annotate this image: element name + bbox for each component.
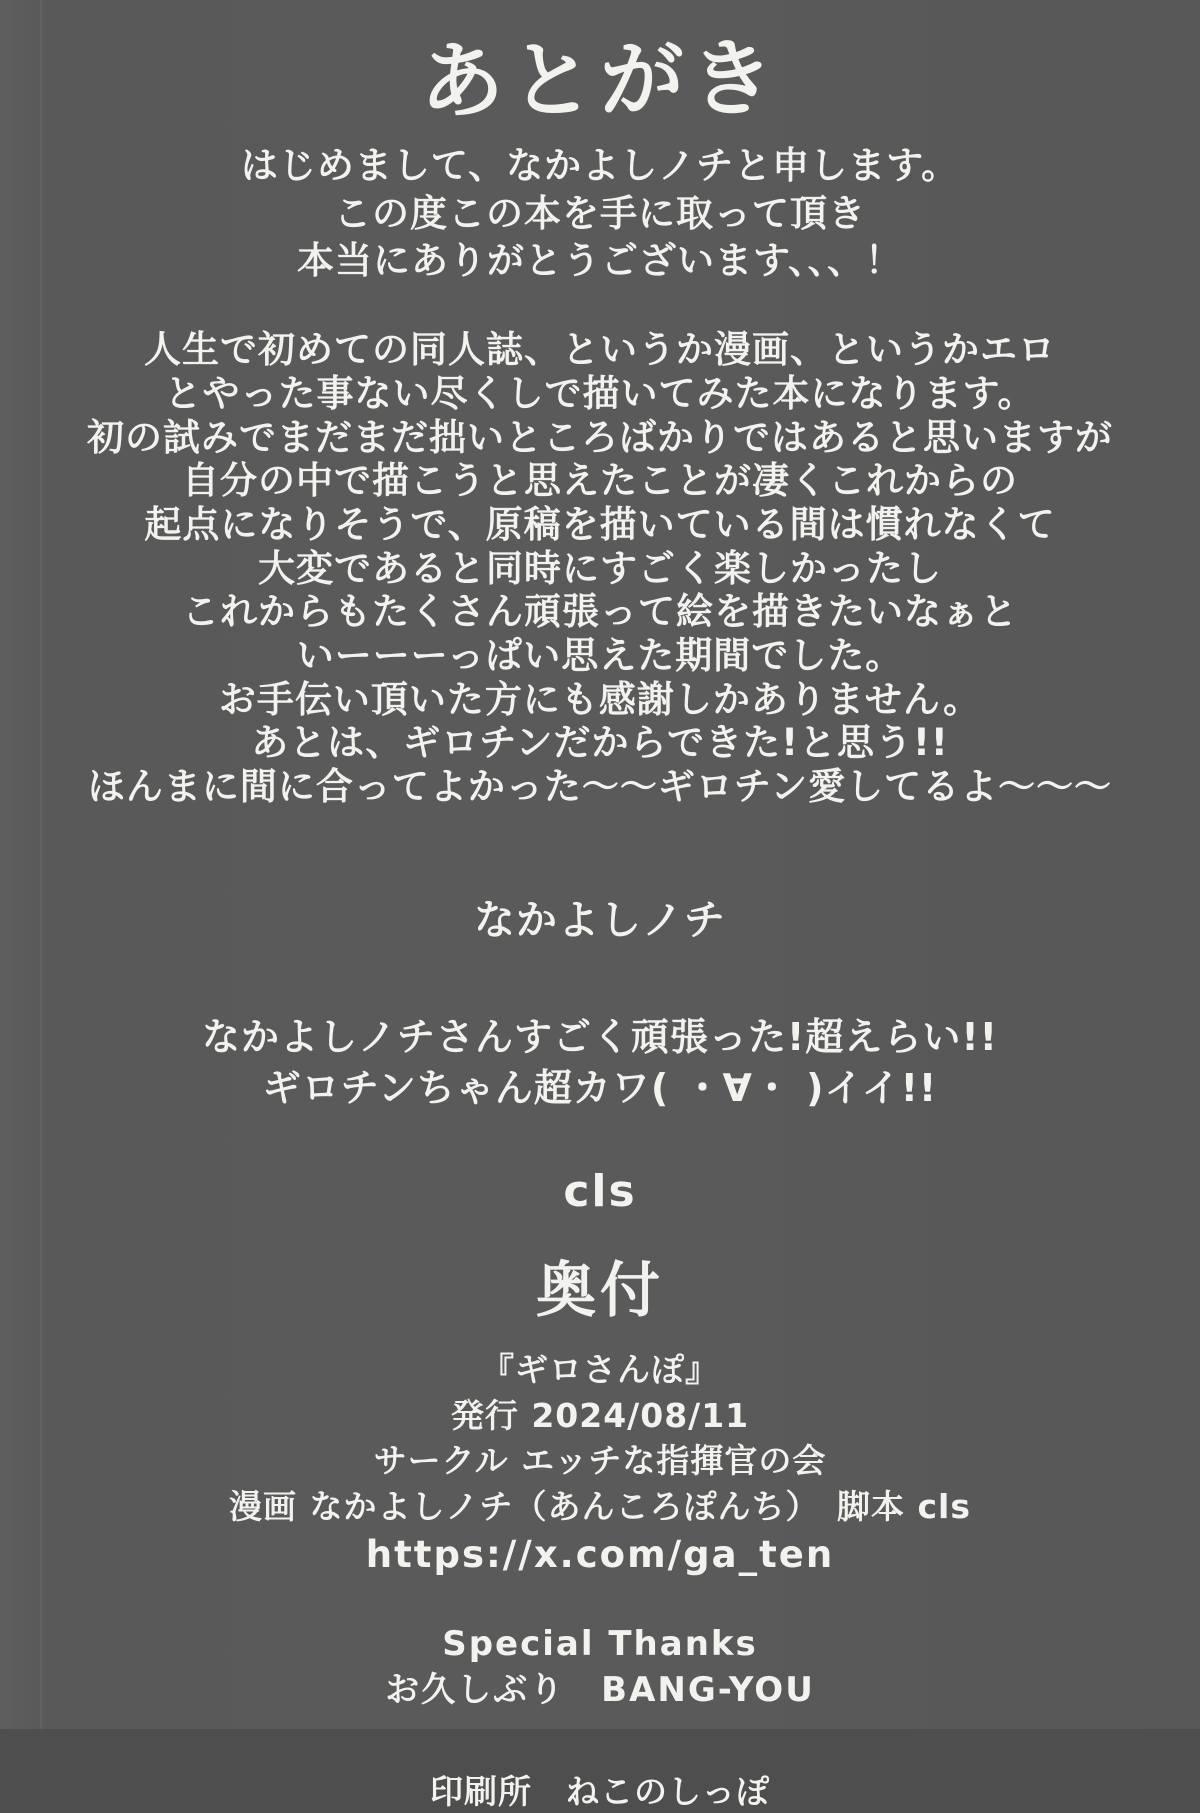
greeting-line: この度この本を手に取って頂き [334, 191, 866, 235]
book-title: 『ギロさんぽ』 [481, 1350, 719, 1390]
afterword-line: ほんまに間に合ってよかった～～ギロチン愛してるよ～～～ [87, 765, 1113, 809]
greeting-line: 本当にありがとうございます、、、！ [296, 239, 904, 283]
publish-date: 発行 2024/08/11 [450, 1395, 750, 1435]
afterword-body [87, 328, 1113, 808]
afterword-line: これからもたくさん頑張って絵を描きたいなぁと [182, 590, 1018, 634]
special-thanks-name: お久しぶり BANG-YOU [385, 1670, 815, 1711]
credits: 漫画 なかよしノチ（あんころぽんち） 脚本 cls [229, 1486, 971, 1526]
author-url: https://x.com/ga_ten [365, 1533, 835, 1577]
afterword-line: 大変であると同時にすごく楽しかったし [258, 546, 942, 590]
greeting-block [241, 142, 959, 284]
afterword-line: 初の試みでまだまだ拙いところばかりではあると思いますが [87, 415, 1113, 459]
guest-comment-line: なかよしノチさんすごく頑張った!超えらい!! [202, 1014, 998, 1059]
special-thanks-block [385, 1622, 815, 1714]
guest-comment-line: ギロチンちゃん超カワ( ・∀・ )イイ!! [262, 1065, 938, 1110]
guest-comment-author: cls [563, 1166, 637, 1218]
special-thanks-heading: Special Thanks [442, 1624, 758, 1665]
afterword-line: とやった事ない尽くしで描いてみた本になります。 [164, 372, 1036, 416]
afterword-line: いーーーっぱい思えた期間でした。 [296, 634, 904, 678]
printer-info: 印刷所 ねこのしっぽ [430, 1772, 770, 1812]
guest-comment-block [202, 1012, 998, 1115]
afterword-line: お手伝い頂いた方にも感謝しかありません。 [218, 677, 982, 721]
afterword-line: あとは、ギロチンだからできた!と思う!! [251, 721, 949, 765]
afterword-line: 人生で初めての同人誌、というか漫画、というかエロ [144, 328, 1056, 372]
author-signature: なかよしノチ [474, 895, 726, 944]
colophon-heading: 奥付 [536, 1256, 664, 1327]
greeting-line: はじめまして、なかよしノチと申します。 [240, 144, 960, 188]
afterword-line: 起点になりそうで、原稿を描いている間は慣れなくて [144, 503, 1056, 547]
colophon-block [229, 1347, 971, 1580]
afterword-line: 自分の中で描こうと思えたことが凄くこれからの [182, 459, 1018, 503]
circle-name: サークル エッチな指揮官の会 [373, 1441, 827, 1481]
page-title: あとがき [419, 29, 781, 131]
scan-crease [40, 0, 42, 1729]
